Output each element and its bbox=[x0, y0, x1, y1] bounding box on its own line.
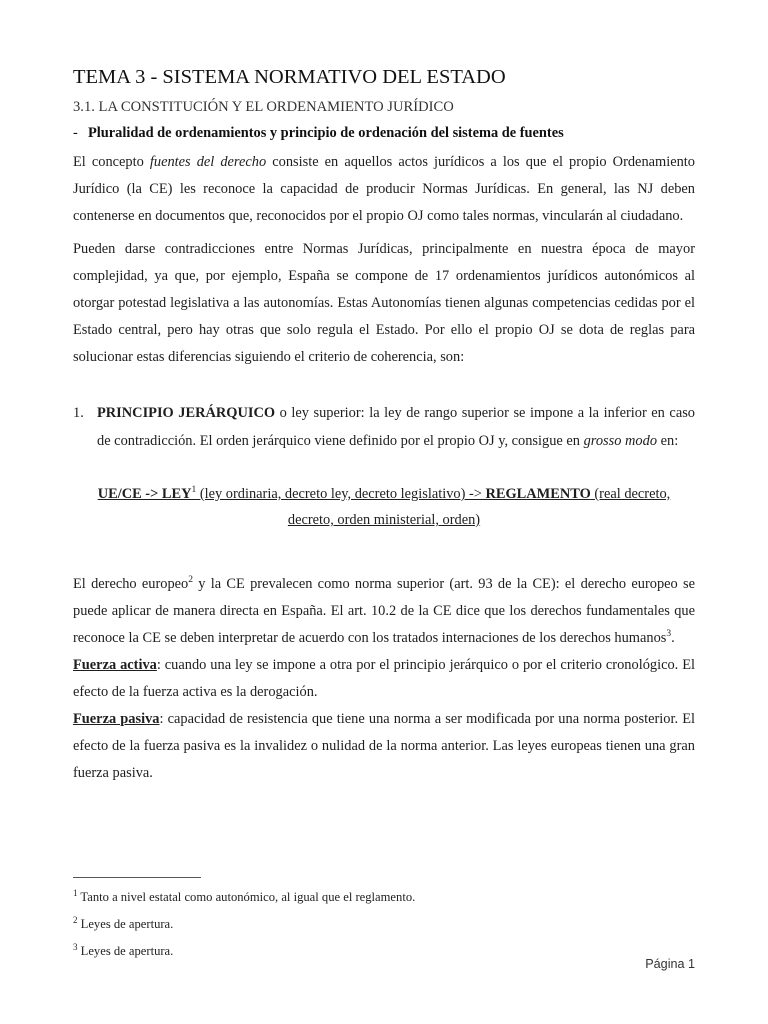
page-number: Página 1 bbox=[645, 957, 695, 971]
paragraph-fuerza-pasiva bbox=[73, 706, 695, 787]
footnote-ref-3[interactable]: 3 bbox=[666, 629, 672, 640]
fuerza-pasiva-label: Fuerza pasiva bbox=[73, 711, 160, 727]
hierarchy-reglamento: REGLAMENTO bbox=[485, 486, 591, 502]
para3-text-b: y la CE prevalecen como norma superior (art. 93 de la CE): el derecho europeo se puede aplicar de manera directa en España. El art. 10.2 de la CE dice que los derechos fundamentales que reconoce la CE se deben interpretar de acuerdo con los tratados internaciones de los derechos humanos bbox=[73, 576, 696, 646]
hierarchy-text-2: (real decreto, decreto, orden ministerial, orden) bbox=[287, 486, 671, 528]
footnote-ref-1[interactable]: 1 bbox=[191, 485, 197, 496]
paragraph-contradicciones: Pueden darse contradicciones entre Normas Jurídicas, principalmente en nuestra época de mayor complejidad, ya que, por ejemplo, España se compone de 17 ordenamientos jurídicos autonómicos al otorgar potestad legislativa a las autonomías. Estas Autonomías tienen algunas competencias cedidas por el Estado central, pero hay otras que solo regula el Estado. Por ello el propio OJ se dota de reglas para solucionar estas diferencias siguiendo el criterio de coherencia, son: bbox=[73, 241, 695, 365]
bullet-heading-text: Pluralidad de ordenamientos y principio de ordenación del sistema de fuentes bbox=[88, 125, 564, 141]
footnote-text-2: Leyes de apertura. bbox=[77, 917, 174, 931]
paragraph-fuentes bbox=[73, 149, 695, 230]
footnote-mark-2: 2 bbox=[73, 914, 78, 925]
fuerza-activa-text: : cuando una ley se impone a otra por el principio jerárquico o por el criterio cronológico. El efecto de la fuerza activa es la derogación. bbox=[73, 657, 695, 700]
principio-text: o ley superior: la ley de rango superior se impone a la inferior en caso de contradicción. El orden jerárquico viene definido por el propio OJ y, consigue en bbox=[97, 405, 695, 449]
para1-text-c: consiste en aquellos actos jurídicos a los que el propio Ordenamiento Jurídico (la CE) les reconoce la capacidad de producir Normas Jurídicas. En general, las NJ deben contenerse en documentos que, reconocidos por el propio OJ como tales normas, vincularán al ciudadano. bbox=[73, 154, 695, 224]
para1-text-a: El concepto bbox=[73, 154, 150, 170]
fuerza-pasiva-text: : capacidad de resistencia que tiene una norma a ser modificada por una norma posterior. El efecto de la fuerza pasiva es la invalidez o nulidad de la norma anterior. Las leyes europeas tienen una gran fuerza pasiva. bbox=[73, 711, 696, 781]
list-item-principio-jerarquico bbox=[73, 399, 695, 455]
principio-end: en: bbox=[657, 433, 679, 449]
footnote-divider bbox=[73, 877, 201, 878]
hierarchy-line bbox=[73, 481, 695, 533]
footnote-mark-1: 1 bbox=[73, 887, 78, 898]
para1-italic: fuentes del derecho bbox=[149, 154, 267, 170]
page-title: TEMA 3 - SISTEMA NORMATIVO DEL ESTADO bbox=[73, 66, 506, 88]
list-number: 1. bbox=[73, 405, 84, 421]
dash-bullet: - bbox=[73, 125, 78, 141]
footnote-mark-3: 3 bbox=[73, 941, 78, 952]
hierarchy-ue-ley: UE/CE -> LEY bbox=[97, 486, 192, 502]
paragraph-derecho-europeo bbox=[73, 571, 695, 652]
principio-italic: grosso modo bbox=[583, 433, 658, 449]
fuerza-activa-label: Fuerza activa bbox=[73, 657, 157, 673]
list-item-body bbox=[97, 399, 695, 455]
bullet-heading bbox=[73, 121, 695, 145]
footnote-ref-2[interactable]: 2 bbox=[188, 575, 193, 586]
document-page bbox=[73, 62, 695, 787]
footnote-text-1: Tanto a nivel estatal como autonómico, al igual que el reglamento. bbox=[77, 890, 416, 904]
footnote-2 bbox=[73, 911, 693, 938]
para3-text-a: El derecho europeo bbox=[73, 576, 189, 592]
section-subtitle: 3.1. LA CONSTITUCIÓN Y EL ORDENAMIENTO JURÍDICO bbox=[73, 99, 454, 115]
footnote-1 bbox=[73, 884, 693, 911]
principio-label: PRINCIPIO JERÁRQUICO bbox=[97, 405, 276, 421]
paragraph-fuerza-activa bbox=[73, 652, 695, 706]
footnote-3 bbox=[73, 938, 693, 965]
hierarchy-text-1: (ley ordinaria, decreto ley, decreto legislativo) -> bbox=[196, 486, 486, 502]
footnotes bbox=[73, 884, 693, 965]
para3-text-c: . bbox=[671, 630, 675, 646]
footnote-text-3: Leyes de apertura. bbox=[77, 944, 174, 958]
